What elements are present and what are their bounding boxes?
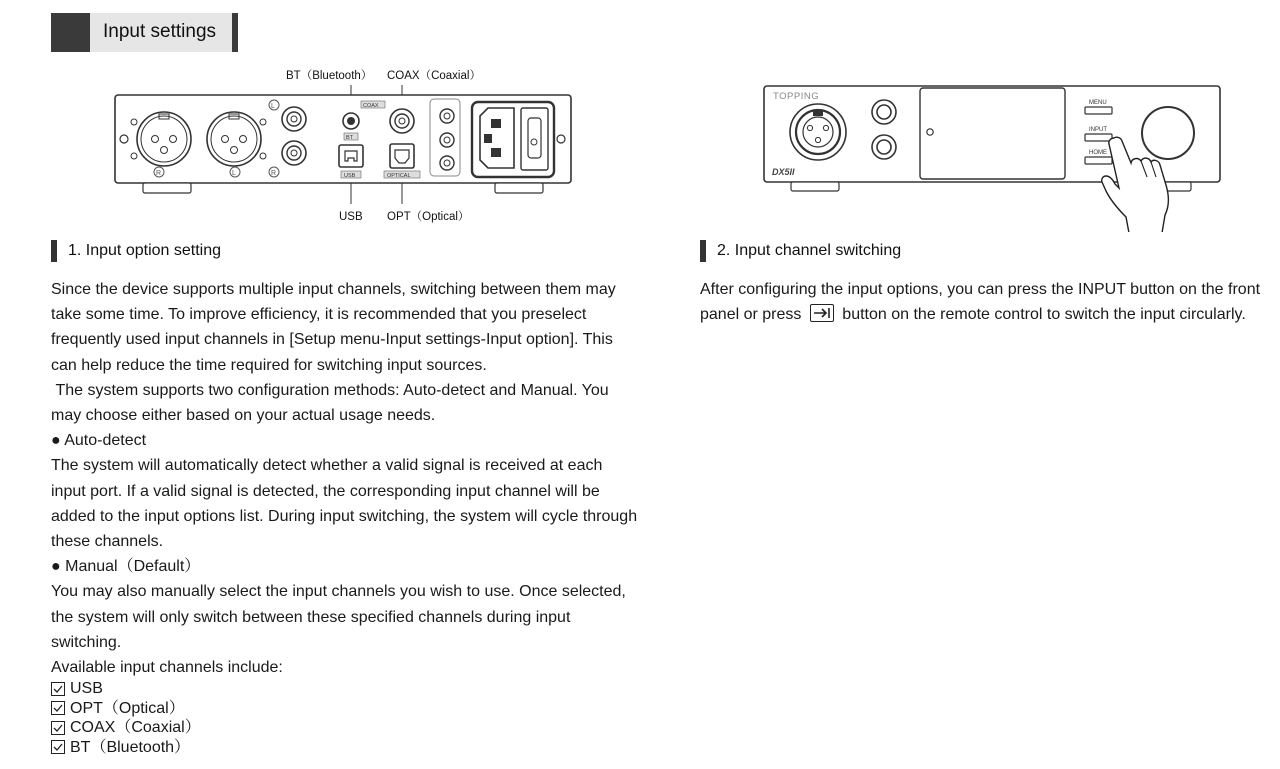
- paragraph: The system will automatically detect whether a valid signal is received at each input port. If a valid signal is detected, the corresponding input channel will be added to the input options list. During input switching, the system will cycle through these channels.: [51, 457, 638, 551]
- checklist-label: OPT（Optical）: [70, 699, 185, 717]
- xlr-left-mark: L: [232, 170, 236, 177]
- brand-logo: TOPPING: [773, 91, 820, 102]
- paragraph-part: button on the remote control to switch the input circularly.: [842, 306, 1246, 324]
- section-heading-input-option: 1. Input option setting: [51, 240, 221, 262]
- section-heading-channel-switching: 2. Input channel switching: [700, 240, 901, 262]
- checklist-label: USB: [70, 680, 103, 697]
- paragraph: Available input channels include:: [51, 659, 283, 677]
- bullet-auto-detect: ● Auto-detect: [51, 432, 147, 450]
- section1-body: [51, 277, 641, 680]
- usb-label: USB: [339, 211, 363, 223]
- menu-button-label: MENU: [1089, 100, 1107, 106]
- paragraph-part: After configuring the input options, you can press the INPUT button on the front panel or press: [700, 281, 1261, 324]
- checked-box-icon: [51, 721, 65, 735]
- checklist-label: COAX（Coaxial）: [70, 719, 201, 736]
- input-channel-checklist: [51, 679, 201, 757]
- page-title: Input settings: [103, 21, 217, 42]
- coax-panel-tag: COAX: [363, 103, 379, 109]
- input-switch-icon: [810, 304, 834, 322]
- checklist-label: BT（Bluetooth）: [70, 738, 191, 756]
- coax-label: COAX（Coaxial）: [387, 70, 481, 82]
- home-button-label: HOME: [1089, 150, 1107, 156]
- svg-text:L: L: [271, 103, 275, 110]
- checklist-item: [51, 699, 201, 719]
- bt-label: BT（Bluetooth）: [286, 70, 373, 82]
- section2-body: [700, 277, 1270, 327]
- checklist-item: [51, 718, 201, 738]
- title-tab-accent: [51, 13, 90, 52]
- input-button-label: INPUT: [1089, 127, 1107, 133]
- usb-panel-tag: USB: [344, 173, 356, 179]
- bt-panel-tag: BT: [346, 135, 354, 141]
- rear-panel-diagram: [110, 64, 590, 229]
- checklist-item: [51, 679, 201, 699]
- front-panel-diagram: [758, 80, 1228, 232]
- paragraph: The system supports two configuration methods: Auto-detect and Manual. You may choose either based on your actual usage needs.: [51, 381, 614, 425]
- checklist-item: [51, 738, 201, 758]
- xlr-right-mark: R: [156, 170, 162, 177]
- opt-label: OPT（Optical）: [387, 211, 470, 223]
- model-name: DX5II: [772, 167, 795, 177]
- paragraph: Since the device supports multiple input channels, switching between them may take some time. To improve efficiency, it is recommended that you preselect frequently used input channels in [Setup menu-Input settings-Input option]. This can help reduce the time required for switching input sources.: [51, 281, 616, 374]
- checked-box-icon: [51, 682, 65, 696]
- section-title-tab: [51, 13, 238, 52]
- paragraph: You may also manually select the input channels you wish to use. Once selected, the system will only switch between these specified channels during input switching.: [51, 583, 626, 651]
- bullet-manual: ● Manual（Default）: [51, 558, 201, 576]
- svg-text:R: R: [271, 170, 277, 177]
- checked-box-icon: [51, 701, 65, 715]
- checked-box-icon: [51, 740, 65, 754]
- optical-panel-tag: OPTICAL: [387, 173, 411, 179]
